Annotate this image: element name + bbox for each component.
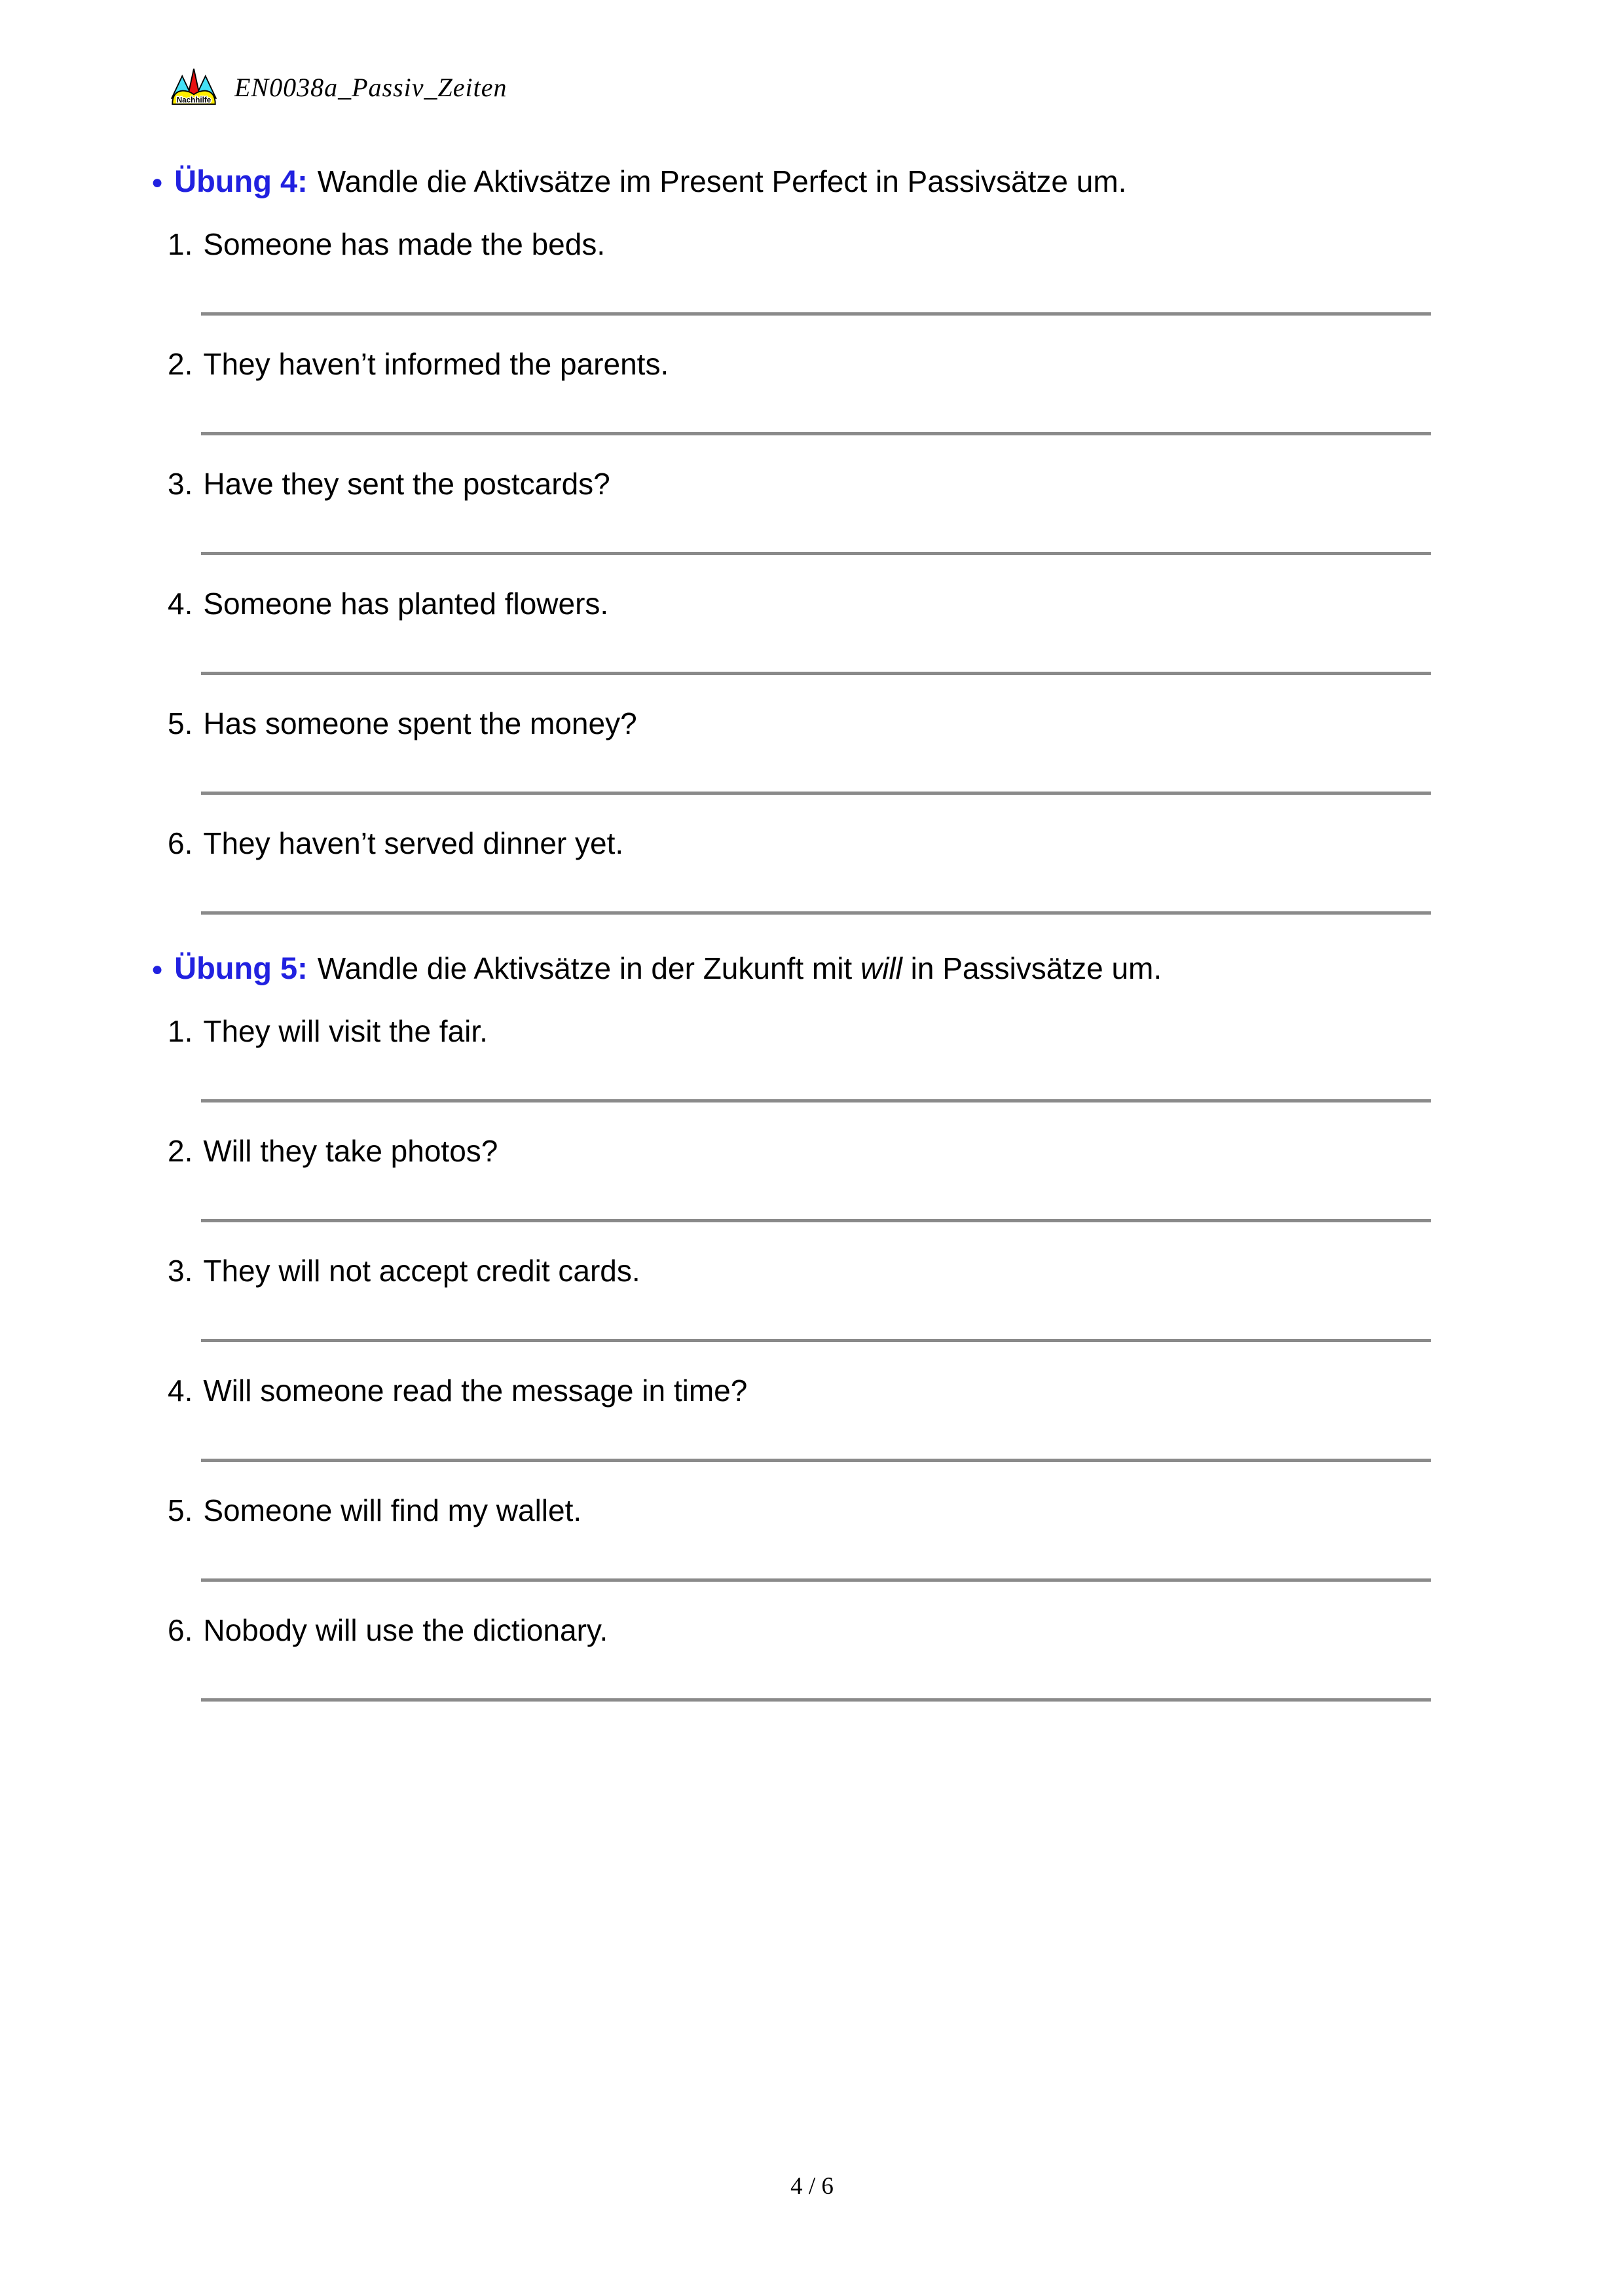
- item-sentence: [0, 1252, 1624, 1289]
- answer-line: [201, 1459, 1431, 1462]
- item-sentence: [0, 705, 1624, 742]
- item-number: 4.: [168, 1374, 193, 1408]
- answer-line: [201, 432, 1431, 435]
- bullet-icon: ●: [151, 172, 164, 193]
- exercise-item: [0, 465, 1624, 555]
- item-text: Will they take photos?: [203, 1134, 498, 1168]
- item-text: They haven’t served dinner yet.: [203, 826, 624, 860]
- exercise-section-uebung-5: [0, 948, 1624, 1702]
- exercise-item: [0, 226, 1624, 316]
- page-number: 4 / 6: [790, 2173, 834, 2200]
- item-number: 1.: [168, 227, 193, 261]
- item-number: 5.: [168, 706, 193, 740]
- exercise-item: [0, 1492, 1624, 1582]
- nachhilfe-logo-icon: [168, 68, 220, 106]
- answer-line: [201, 1339, 1431, 1342]
- item-number: 2.: [168, 347, 193, 381]
- item-sentence: [0, 465, 1624, 502]
- item-text: They will visit the fair.: [203, 1014, 488, 1048]
- item-sentence: [0, 1372, 1624, 1409]
- exercise-heading: [0, 948, 1624, 993]
- exercise-heading: [0, 161, 1624, 206]
- item-sentence: [0, 346, 1624, 382]
- exercise-item: [0, 1252, 1624, 1342]
- answer-line: [201, 1578, 1431, 1582]
- document-title: EN0038a_Passiv_Zeiten: [234, 72, 507, 102]
- item-number: 4.: [168, 587, 193, 621]
- exercise-instruction: [318, 164, 1127, 198]
- item-number: 3.: [168, 1254, 193, 1288]
- exercise-item: [0, 825, 1624, 915]
- exercise-title: Übung 5:: [174, 951, 308, 985]
- item-sentence: [0, 226, 1624, 263]
- page-header: [168, 68, 507, 106]
- item-text: Have they sent the postcards?: [203, 467, 610, 501]
- item-number: 5.: [168, 1493, 193, 1527]
- answer-line: [201, 672, 1431, 675]
- exercise-item: [0, 1013, 1624, 1102]
- item-number: 1.: [168, 1014, 193, 1048]
- exercise-section-uebung-4: [0, 161, 1624, 915]
- answer-line: [201, 1099, 1431, 1102]
- instruction-pre: Wandle die Aktivsätze im Present Perfect in Passivsätze um.: [317, 164, 1127, 198]
- item-sentence: [0, 1492, 1624, 1529]
- item-number: 3.: [168, 467, 193, 501]
- instruction-italic-word: will: [860, 951, 902, 985]
- item-text: Someone has planted flowers.: [203, 587, 609, 621]
- answer-line: [201, 312, 1431, 316]
- item-text: Someone will find my wallet.: [203, 1493, 582, 1527]
- item-number: 6.: [168, 1613, 193, 1647]
- exercise-instruction: [318, 951, 1162, 985]
- instruction-pre: Wandle die Aktivsätze in der Zukunft mit: [317, 951, 860, 985]
- item-sentence: [0, 585, 1624, 622]
- item-sentence: [0, 1133, 1624, 1169]
- item-sentence: [0, 1612, 1624, 1649]
- exercise-item: [0, 1612, 1624, 1702]
- instruction-post: in Passivsätze um.: [902, 951, 1162, 985]
- item-number: 6.: [168, 826, 193, 860]
- answer-line: [201, 792, 1431, 795]
- item-sentence: [0, 825, 1624, 862]
- item-text: They will not accept credit cards.: [203, 1254, 640, 1288]
- bullet-icon: ●: [151, 958, 164, 980]
- item-text: They haven’t informed the parents.: [203, 347, 669, 381]
- item-text: Will someone read the message in time?: [203, 1374, 748, 1408]
- exercise-item: [0, 585, 1624, 675]
- item-sentence: [0, 1013, 1624, 1049]
- exercise-item: [0, 705, 1624, 795]
- item-text: Someone has made the beds.: [203, 227, 606, 261]
- item-text: Nobody will use the dictionary.: [203, 1613, 608, 1647]
- exercise-title: Übung 4:: [174, 164, 308, 198]
- exercise-item: [0, 1133, 1624, 1222]
- logo-text: Nachhilfe: [176, 96, 212, 105]
- exercise-item: [0, 1372, 1624, 1462]
- item-text: Has someone spent the money?: [203, 706, 637, 740]
- item-number: 2.: [168, 1134, 193, 1168]
- answer-line: [201, 1698, 1431, 1702]
- answer-line: [201, 552, 1431, 555]
- exercise-item: [0, 346, 1624, 435]
- answer-line: [201, 911, 1431, 915]
- answer-line: [201, 1219, 1431, 1222]
